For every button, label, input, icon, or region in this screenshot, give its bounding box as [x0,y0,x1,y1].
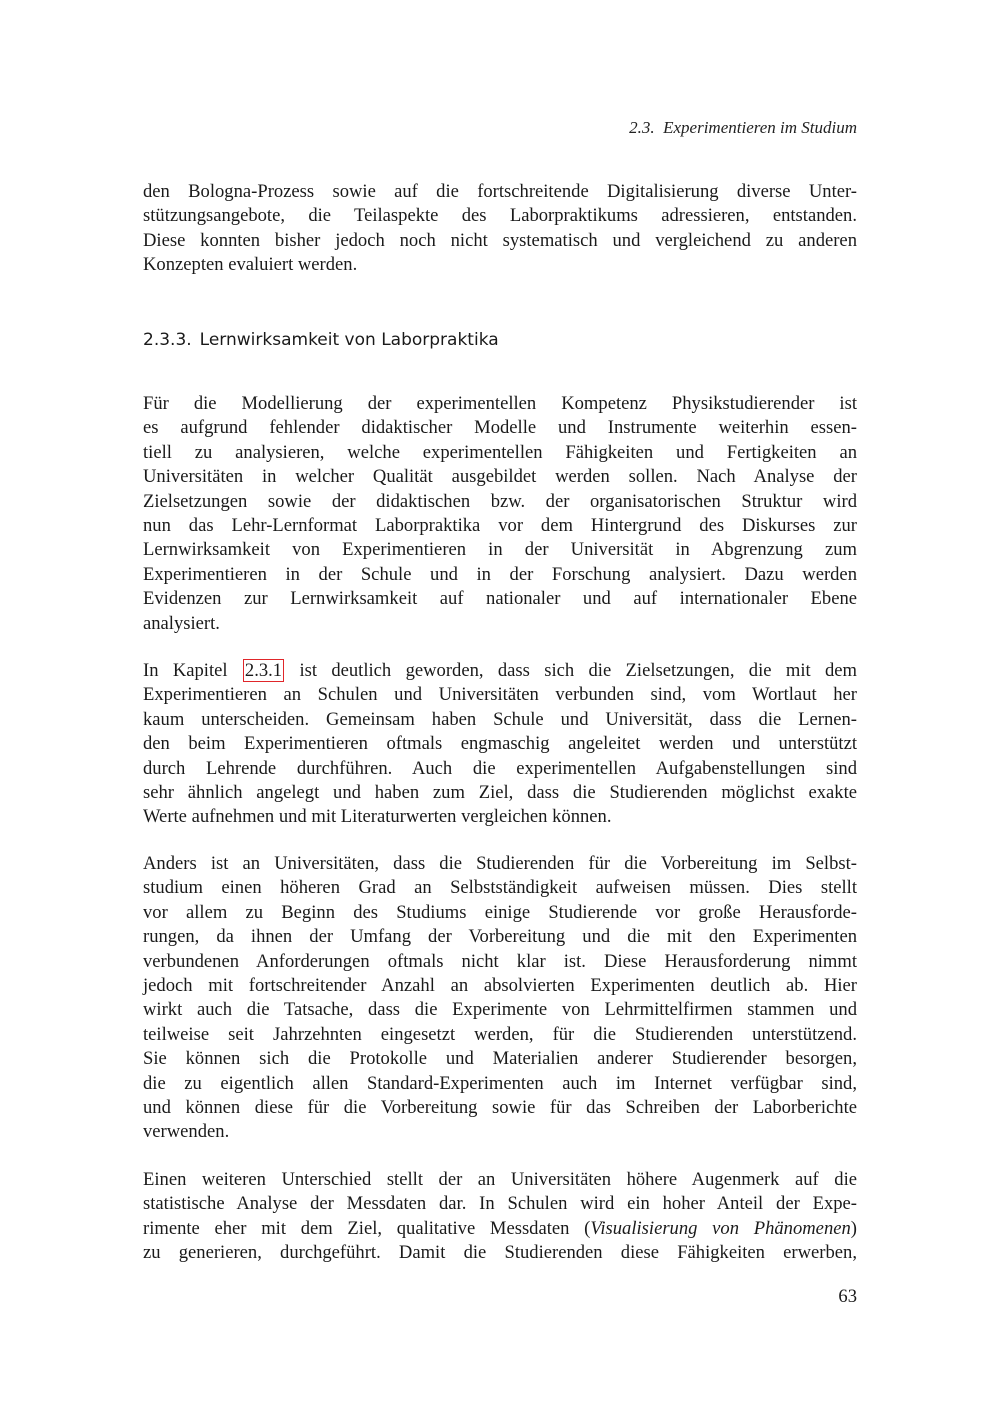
paragraph-line: rungen, da ihnen der Umfang der Vorbereitung und die mit den Experimenten [143,926,857,948]
paragraph-line: zu generieren, durchgeführt. Damit die Studierenden diese Fähigkeiten erwerben, [143,1242,857,1264]
paragraph-line: Werte aufnehmen und mit Literaturwerten vergleichen können. [143,806,612,828]
paragraph-3 [143,852,857,1145]
paragraph-line: Zielsetzungen sowie der didaktischen bzw. der organisatorischen Struktur wird [143,490,857,512]
running-header [629,118,857,138]
paragraph-line: studium einen höheren Grad an Selbstständigkeit aufweisen müssen. Dies stellt [143,877,857,899]
paragraph-line: nun das Lehr-Lernformat Laborpraktika vor dem Hintergrund des Diskurses zur [143,514,857,536]
text-run: ) [850,1217,857,1239]
paragraph-line: Für die Modellierung der experimentellen Kompetenz Physikstudierender ist [143,393,857,414]
paragraph-line: Konzepten evaluiert werden. [143,254,358,276]
paragraph-line: den Bologna-Prozess sowie auf die fortschreitende Digitalisierung diverse Unter- [143,181,857,202]
paragraph-line: die zu eigentlich allen Standard-Experimenten auch im Internet verfügbar sind, [143,1072,857,1094]
paragraph-1 [143,392,857,636]
paragraph-line: Lernwirksamkeit von Experimentieren in der Universität in Abgrenzung zum [143,539,857,561]
paragraph-line [143,1217,857,1241]
paragraph-line: Sie können sich die Protokolle und Materialien anderer Studierender besorgen, [143,1048,857,1070]
page-number: 63 [838,1286,857,1307]
section-title: Lernwirksamkeit von Laborpraktika [199,330,499,350]
running-header-title: Experimentieren im Studium [663,118,857,137]
paragraph-line: statistische Analyse der Messdaten dar. In Schulen wird ein hoher Anteil der Expe- [143,1193,857,1215]
paragraph-line: verbundenen Anforderungen oftmals nicht klar ist. Diese Herausforderung nimmt [143,950,857,972]
paragraph-line: analysiert. [143,612,220,634]
paragraph-line: und können diese für die Vorbereitung sowie für das Schreiben der Laborberichte [143,1096,857,1118]
paragraph-line: vor allem zu Beginn des Studiums einige Studierende vor große Herausforde- [143,901,857,923]
paragraph-line: tiell zu analysieren, welche experimentellen Fähigkeiten und Fertigkeiten an [143,441,857,463]
section-heading [143,330,499,350]
paragraph-line: Universitäten in welcher Qualität ausgebildet werden sollen. Nach Analyse der [143,466,857,488]
paragraph-line: teilweise seit Jahrzehnten eingesetzt werden, für die Studierenden unterstützend. [143,1023,857,1045]
paragraph-line: sehr ähnlich angelegt und haben zum Ziel, dass die Studierenden möglichst exakte [143,781,857,803]
section-number: 2.3.3. [143,330,192,350]
paragraph-line: den beim Experimentieren oftmals engmaschig angeleitet werden und unterstützt [143,733,857,755]
paragraph-line: stützungsangebote, die Teilaspekte des Laborpraktikums adressieren, entstanden. [143,205,857,227]
paragraph-line [143,659,857,683]
text-run: rimente eher mit dem Ziel, qualitative Messdaten ( [143,1217,591,1239]
paragraph-line: Experimentieren in der Schule und in der Forschung analysiert. Dazu werden [143,563,857,585]
paragraph-line: Einen weiteren Unterschied stellt der an Universitäten höhere Augenmerk auf die [143,1169,857,1190]
paragraph-line: kaum unterscheiden. Gemeinsam haben Schule und Universität, dass die Lernen- [143,708,857,730]
paragraph-4 [143,1168,857,1266]
paragraph-line: durch Lehrende durchführen. Auch die experimentellen Aufgabenstellungen sind [143,757,857,779]
text-run: ist deutlich geworden, dass sich die Zielsetzungen, die mit dem [299,660,857,681]
paragraph-line: verwenden. [143,1121,230,1143]
paragraph-line: Experimentieren an Schulen und Universitäten verbunden sind, vom Wortlaut her [143,684,857,706]
italic-term: Visualisierung von Phänomenen [590,1217,851,1239]
running-header-section: 2.3. [629,118,655,137]
paragraph-line: wirkt auch die Tatsache, dass die Experimente von Lehrmittelfirmen stammen und [143,999,857,1021]
chapter-reference-link[interactable]: 2.3.1 [244,660,283,681]
paragraph-line: Anders ist an Universitäten, dass die Studierenden für die Vorbereitung im Selbst- [143,853,857,874]
paragraph-line: Evidenzen zur Lernwirksamkeit auf nationaler und auf internationaler Ebene [143,588,857,610]
paragraph-line: es aufgrund fehlender didaktischer Modelle und Instrumente weiterhin essen- [143,417,857,439]
paragraph-line: Diese konnten bisher jedoch noch nicht systematisch und vergleichend zu anderen [143,229,857,251]
text-run: In Kapitel [143,660,228,681]
intro-paragraph [143,180,857,278]
paragraph-line: jedoch mit fortschreitender Anzahl an absolvierten Experimenten deutlich ab. Hier [143,974,857,996]
paragraph-2 [143,659,857,830]
